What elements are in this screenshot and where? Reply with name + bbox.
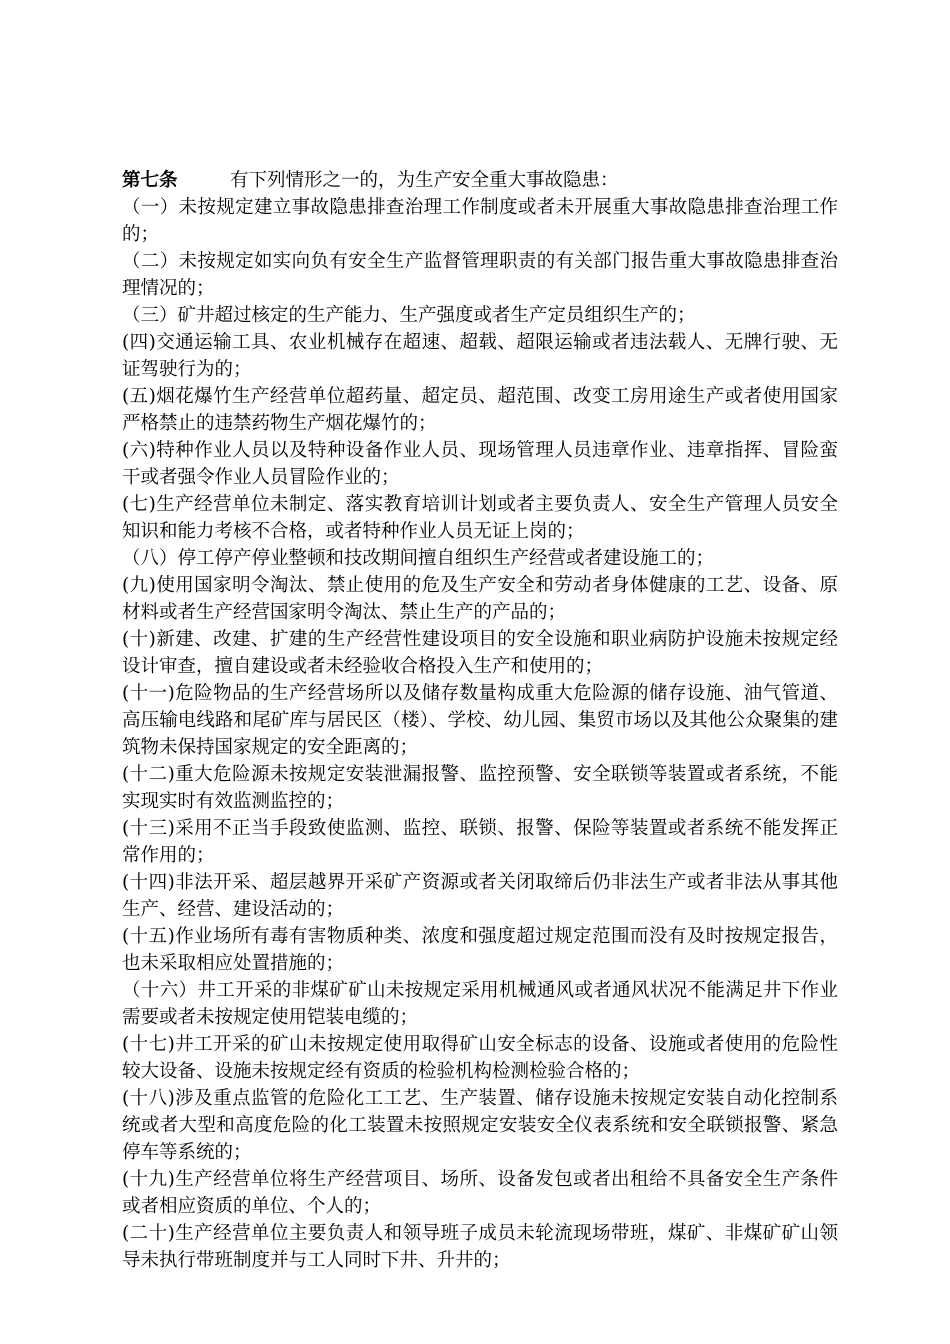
list-item: (十九)生产经营单位将生产经营项目、场所、设备发包或者出租给不具备安全生产条件或者相应资质的单位、个人的； — [122, 1169, 838, 1217]
list-item: （十六）井工开采的非煤矿矿山未按规定采用机械通风或者通风状况不能满足井下作业需要或者未按规定使用铠装电缆的； — [122, 980, 838, 1028]
list-item: (十)新建、改建、扩建的生产经营性建设项目的安全设施和职业病防护设施未按规定经设计审查，擅自建设或者未经验收合格投入生产和使用的； — [122, 629, 838, 677]
list-item: (十八)涉及重点监管的危险化工工艺、生产装置、储存设施未按规定安装自动化控制系统或者大型和高度危险的化工装置未按照规定安装安全仪表系统和安全联锁报警、紧急停车等系统的； — [122, 1088, 838, 1163]
list-item: （一）未按规定建立事故隐患排查治理工作制度或者未开展重大事故隐患排查治理工作的； — [122, 197, 838, 245]
list-item: (七)生产经营单位未制定、落实教育培训计划或者主要负责人、安全生产管理人员安全知识和能力考核不合格，或者特种作业人员无证上岗的； — [122, 494, 838, 542]
list-item: (十七)井工开采的矿山未按规定使用取得矿山安全标志的设备、设施或者使用的危险性较大设备、设施未按规定经有资质的检验机构检测检验合格的； — [122, 1034, 838, 1082]
list-item: (十二)重大危险源未按规定安装泄漏报警、监控预警、安全联锁等装置或者系统，不能实现实时有效监测监控的； — [122, 764, 838, 812]
list-item: （二）未按规定如实向负有安全生产监督管理职责的有关部门报告重大事故隐患排查治理情况的； — [122, 251, 838, 299]
list-item: (十五)作业场所有毒有害物质种类、浓度和强度超过规定范围而没有及时按规定报告，也未采取相应处置措施的； — [122, 926, 838, 974]
list-item: (二十)生产经营单位主要负责人和领导班子成员未轮流现场带班，煤矿、非煤矿矿山领导未执行带班制度并与工人同时下井、升井的； — [122, 1223, 838, 1271]
list-item: (十三)采用不正当手段致使监测、监控、联锁、报警、保险等装置或者系统不能发挥正常作用的； — [122, 818, 838, 866]
article-label: 第七条 — [122, 170, 178, 191]
list-item: (十一)危险物品的生产经营场所以及储存数量构成重大危险源的储存设施、油气管道、高压输电线路和尾矿库与居民区（楼）、学校、幼儿园、集贸市场以及其他公众聚集的建筑物未保持国家规定的安全距离的； — [122, 683, 838, 758]
item-list — [122, 194, 838, 1274]
document-page — [122, 167, 838, 1274]
list-item: (四)交通运输工具、农业机械存在超速、超载、超限运输或者违法载人、无牌行驶、无证驾驶行为的； — [122, 332, 838, 380]
list-item: （八）停工停产停业整顿和技改期间擅自组织生产经营或者建设施工的； — [122, 548, 715, 569]
list-item: (六)特种作业人员以及特种设备作业人员、现场管理人员违章作业、违章指挥、冒险蛮干或者强令作业人员冒险作业的； — [122, 440, 838, 488]
article-intro: 有下列情形之一的，为生产安全重大事故隐患： — [230, 170, 619, 191]
list-item: (九)使用国家明令淘汰、禁止使用的危及生产安全和劳动者身体健康的工艺、设备、原材料或者生产经营国家明令淘汰、禁止生产的产品的； — [122, 575, 838, 623]
list-item: (十四)非法开采、超层越界开采矿产资源或者关闭取缔后仍非法生产或者非法从事其他生产、经营、建设活动的； — [122, 872, 838, 920]
article-heading — [122, 167, 838, 194]
list-item: （三）矿井超过核定的生产能力、生产强度或者生产定员组织生产的； — [122, 305, 696, 326]
list-item: (五)烟花爆竹生产经营单位超药量、超定员、超范围、改变工房用途生产或者使用国家严格禁止的违禁药物生产烟花爆竹的； — [122, 386, 838, 434]
